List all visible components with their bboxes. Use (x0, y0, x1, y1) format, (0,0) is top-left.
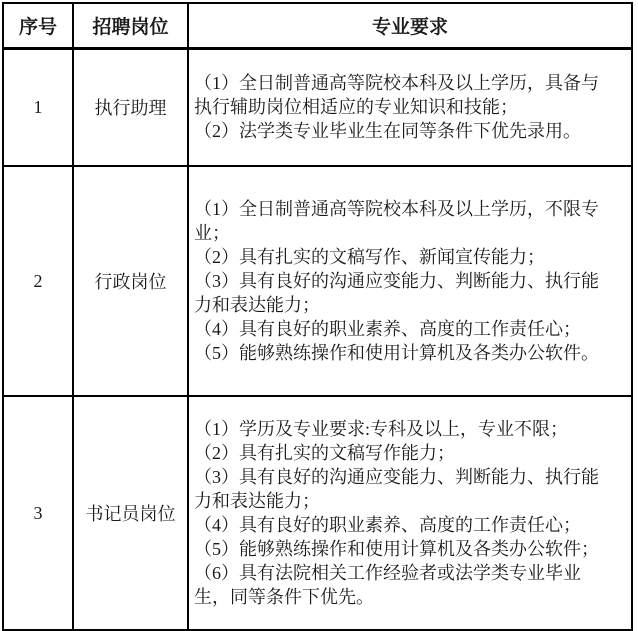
header-cell-no: 序号 (3, 3, 73, 48)
requirement-item: （1）全日制普通高等院校本科及以上学历，不限专业； (194, 199, 599, 243)
requirements-cell (188, 396, 632, 630)
table-row (3, 396, 632, 630)
requirement-item: （1）学历及专业要求:专科及以上，专业不限； (194, 419, 568, 439)
requirement-item: （2）具有扎实的文稿写作、新闻宣传能力； (194, 247, 545, 267)
requirement-item: （5）能够熟练操作和使用计算机及各类办公软件。 (194, 343, 599, 363)
header-cell-requirements: 专业要求 (188, 3, 632, 48)
requirement-item: （2）具有扎实的文稿写作能力； (194, 443, 455, 463)
position-name: 执行助理 (73, 48, 188, 166)
requirement-item: （6）具有法院相关工作经验者或法学类专业毕业生，同等条件下优先。 (194, 563, 581, 607)
position-name: 行政岗位 (73, 166, 188, 396)
row-number: 1 (3, 48, 73, 166)
table-header-row (3, 3, 632, 48)
header-cell-position: 招聘岗位 (73, 3, 188, 48)
table-row (3, 166, 632, 396)
requirement-item: （5）能够熟练操作和使用计算机及各类办公软件； (194, 539, 599, 559)
requirements-cell (188, 166, 632, 396)
recruitment-table (2, 2, 633, 631)
requirement-item: （2）法学类专业毕业生在同等条件下优先录用。 (194, 121, 581, 142)
requirement-item: （1）全日制普通高等院校本科及以上学历，具备与执行辅助岗位相适应的专业知识和技能； (194, 73, 599, 118)
row-number: 2 (3, 166, 73, 396)
requirement-item: （4）具有良好的职业素养、高度的工作责任心； (194, 515, 581, 535)
position-name: 书记员岗位 (73, 396, 188, 630)
requirements-cell (188, 48, 632, 166)
table-row (3, 48, 632, 166)
requirement-item: （3）具有良好的沟通应变能力、判断能力、执行能力和表达能力； (194, 271, 599, 315)
requirement-item: （3）具有良好的沟通应变能力、判断能力、执行能力和表达能力； (194, 467, 599, 511)
requirement-item: （4）具有良好的职业素养、高度的工作责任心； (194, 319, 581, 339)
row-number: 3 (3, 396, 73, 630)
